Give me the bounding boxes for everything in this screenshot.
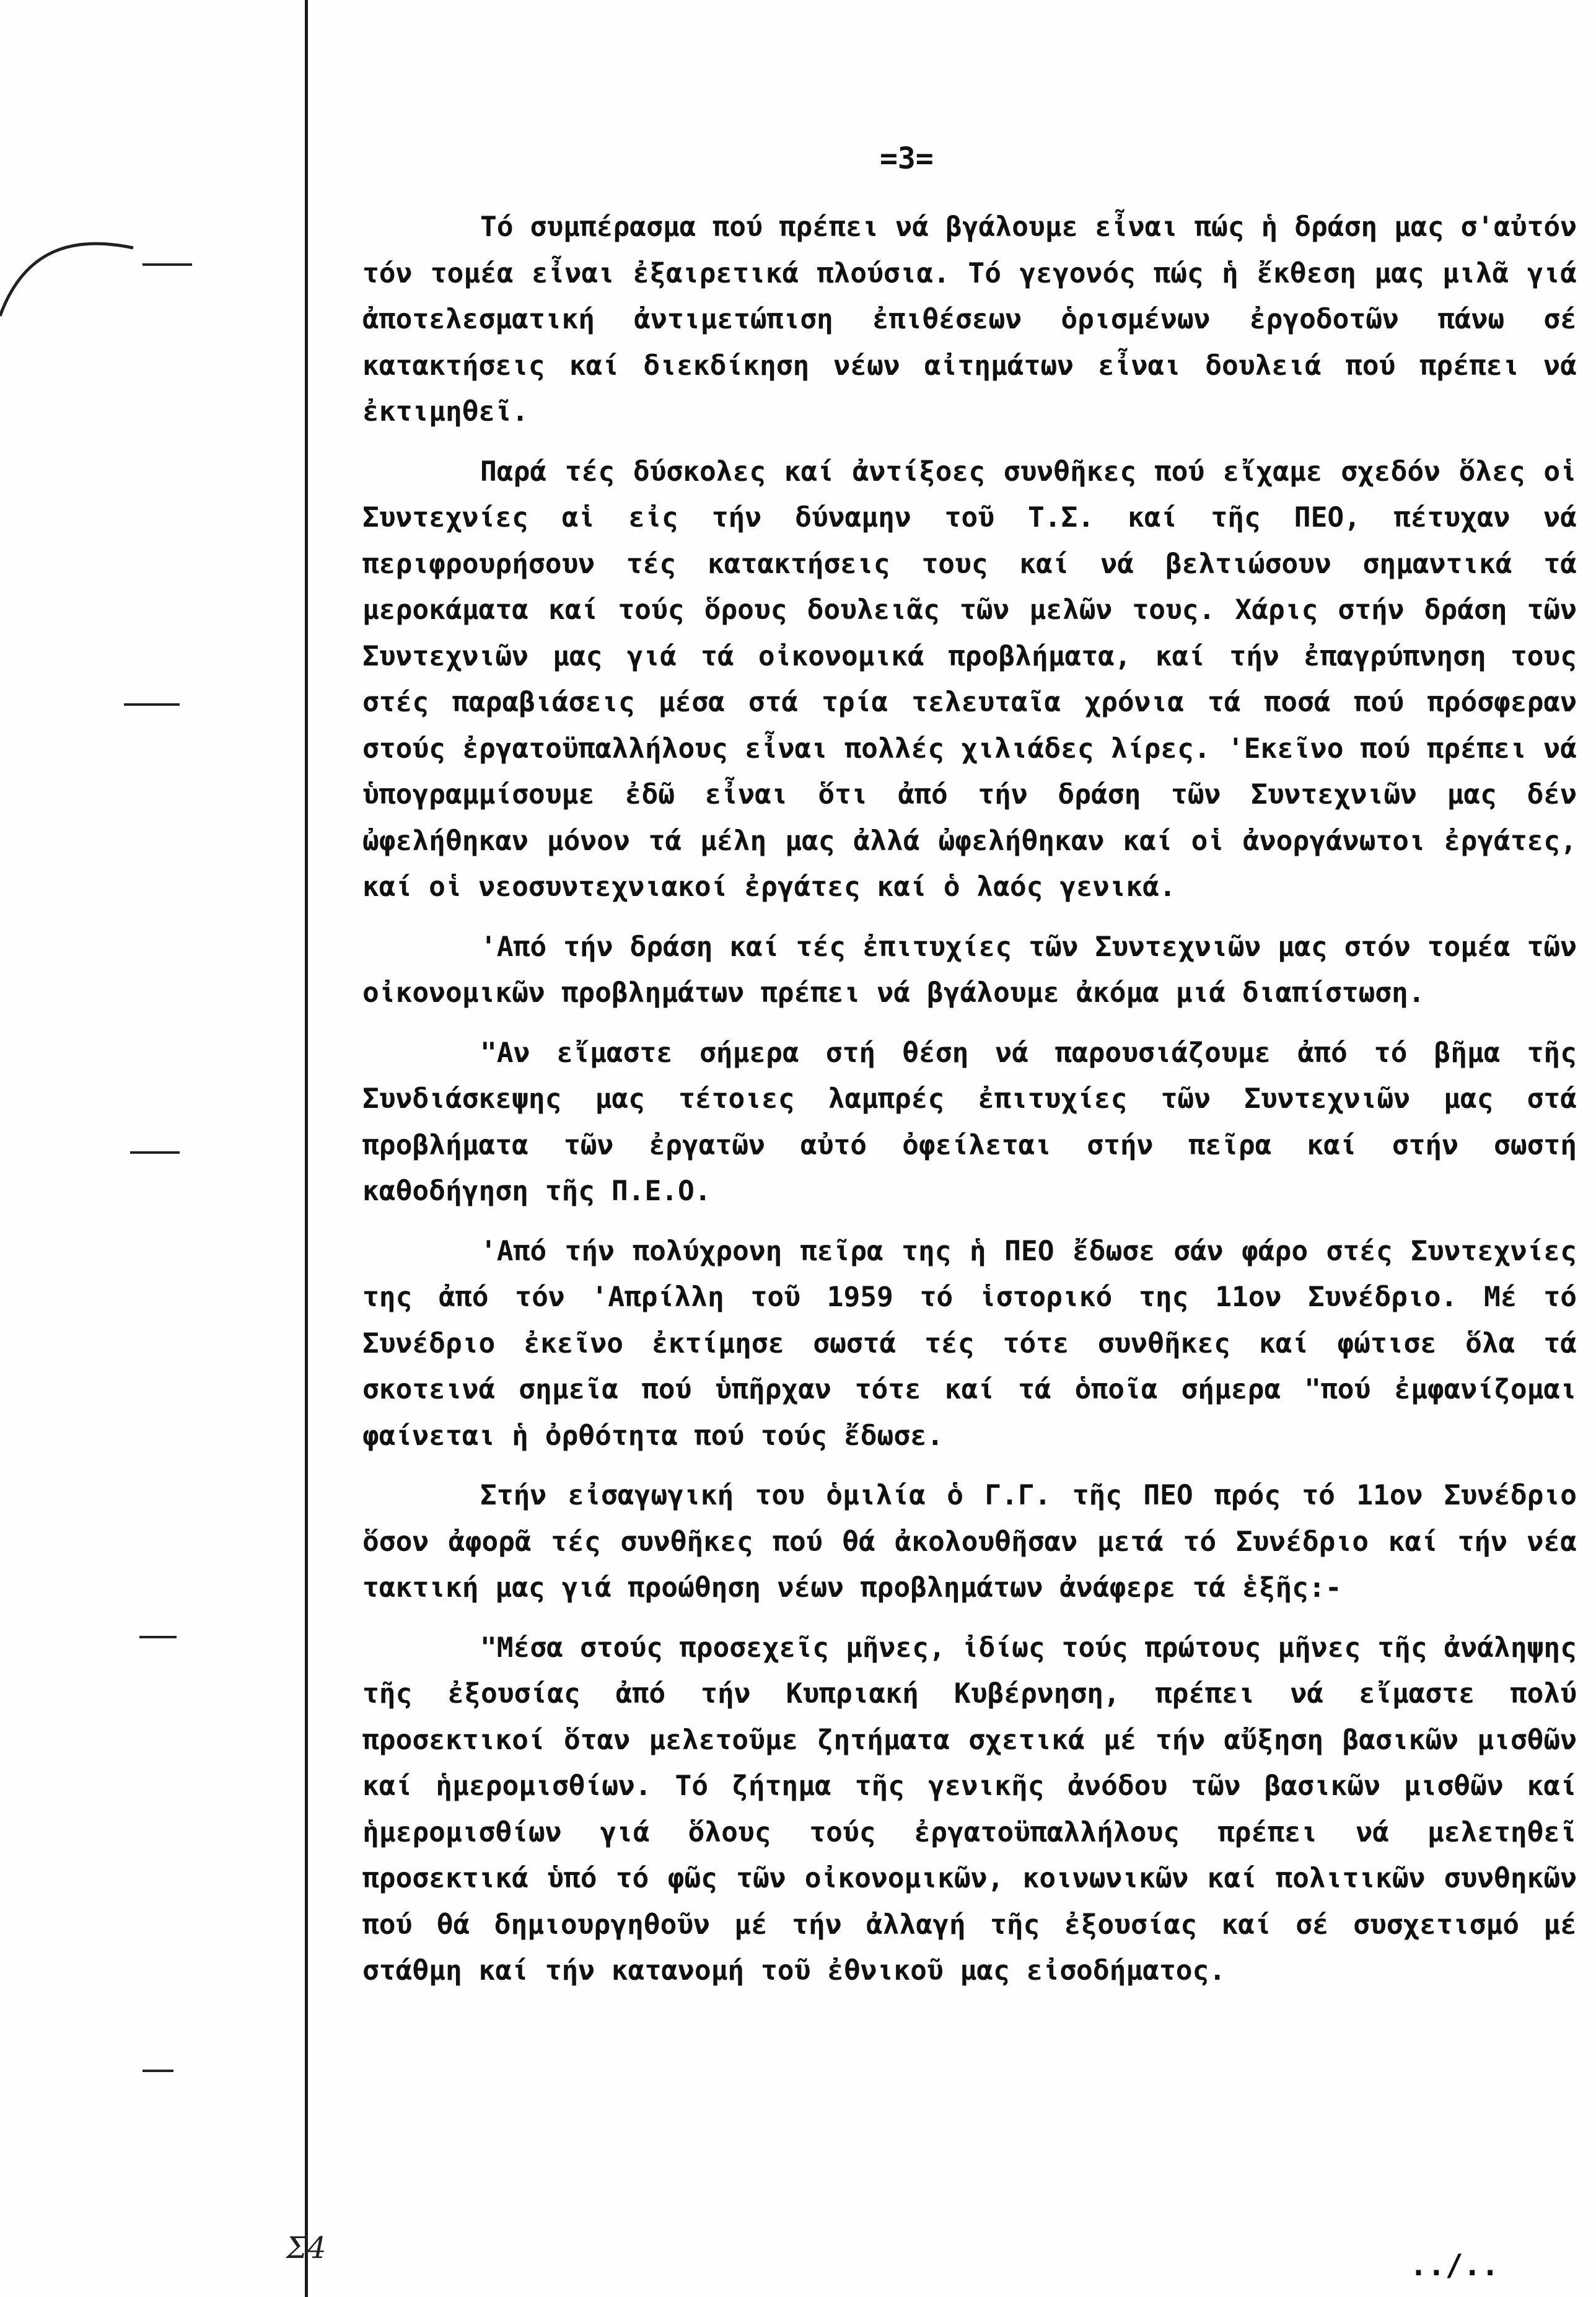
continuation-mark: ../.. xyxy=(1410,2248,1499,2283)
paragraph: 'Από τήν δράση καί τές ἐπιτυχίες τῶν Συντεχνιῶν μας στόν τομέα τῶν οἰκονομικῶν προβλημάτων πρέπει νά βγάλουμε ἀκόμα μιά διαπίστωση. xyxy=(362,931,1577,1009)
margin-tick xyxy=(130,1151,180,1154)
paragraph: "Μέσα στούς προσεχεῖς μῆνες, ἰδίως τούς πρώτους μῆνες τῆς ἀνάληψης τῆς ἐξουσίας ἀπό τήν Κυπριακή Κυβέρνηση, πρέπει νά εἴμαστε πολύ προσεκτικοί ὅταν μελετοῦμε ζητήματα σχετικά μέ τήν αὔξηση βασικῶν μισθῶν καί ἡμερομισθίων. Τό ζήτημα τῆς γενικῆς ἀνόδου τῶν βασικῶν μισθῶν καί ἡμερομισθίων γιά ὅλους τούς ἐργατοϋπαλλήλους πρέπει νά μελετηθεῖ προσεκτικά ὑπό τό φῶς τῶν οἰκονομικῶν, κοινωνικῶν καί πολιτικῶν συνθηκῶν πού θά δημιουργηθοῦν μέ τήν ἀλλαγή τῆς ἐξουσίας καί σέ συσχετισμό μέ στάθμη καί τήν κατανομή τοῦ ἐθνικοῦ μας εἰσοδήματος. xyxy=(362,1632,1577,1987)
paragraph: Στήν εἰσαγωγική του ὁμιλία ὁ Γ.Γ. τῆς ΠΕΟ πρός τό 11ον Συνέδριο ὅσον ἀφορᾶ τές συνθῆκες πού θά ἀκολουθῆσαν μετά τό Συνέδριο καί τήν νέα τακτική μας γιά προώθηση νέων προβλημάτων ἀνάφερε τά ἑξῆς:- xyxy=(362,1480,1577,1604)
margin-tick xyxy=(139,1636,177,1638)
paragraph: "Αν εἴμαστε σήμερα στή θέση νά παρουσιάζουμε ἀπό τό βῆμα τῆς Συνδιάσκεψης μας τέτοιες λαμπρές ἐπιτυχίες τῶν Συντεχνιῶν μας στά προβλήματα τῶν ἐργατῶν αὐτό ὀφείλεται στήν πεῖρα καί στήν σωστή καθοδήγηση τῆς Π.Ε.Ο. xyxy=(362,1037,1577,1207)
handwritten-margin-note: Σ4 xyxy=(286,2231,327,2265)
paragraph: Τό συμπέρασμα πού πρέπει νά βγάλουμε εἶναι πώς ἡ δράση μας σ'αὐτόν τόν τομέα εἶναι ἐξαιρετικά πλούσια. Τό γεγονός πώς ἡ ἔκθεση μας μιλᾶ γιά ἀποτελεσματική ἀντιμετώπιση ἐπιθέσεων ὁρισμένων ἐργοδοτῶν πάνω σέ κατακτήσεις καί διεκδίκηση νέων αἰτημάτων εἶναι δουλειά πού πρέπει νά ἐκτιμηθεῖ. xyxy=(362,211,1577,428)
body-text xyxy=(362,204,1577,2008)
paragraph: 'Από τήν πολύχρονη πεῖρα της ἡ ΠΕΟ ἔδωσε σάν φάρο στές Συντεχνίες της ἀπό τόν 'Απρίλλη τοῦ 1959 τό ἱστορικό της 11ον Συνέδριο. Μέ τό Συνέδριο ἐκεῖνο ἐκτίμησε σωστά τές τότε συνθῆκες καί φώτισε ὅλα τά σκοτεινά σημεῖα πού ὑπῆρχαν τότε καί τά ὁποῖα σήμερα "πού ἐμφανίζομαι φαίνεται ἡ ὀρθότητα πού τούς ἔδωσε. xyxy=(362,1235,1577,1452)
margin-tick xyxy=(142,2070,173,2072)
paragraph: Παρά τές δύσκολες καί ἀντίξοες συνθῆκες πού εἴχαμε σχεδόν ὅλες οἱ Συντεχνίες αἱ εἰς τήν δύναμην τοῦ Τ.Σ. καί τῆς ΠΕΟ, πέτυχαν νά περιφρουρήσουν τές κατακτήσεις τους καί νά βελτιώσουν σημαντικά τά μεροκάματα καί τούς ὅρους δουλειᾶς τῶν μελῶν τους. Χάρις στήν δράση τῶν Συντεχνιῶν μας γιά τά οἰκονομικά προβλήματα, καί τήν ἐπαγρύπνηση τους στές παραβιάσεις μέσα στά τρία τελευταῖα χρόνια τά ποσά πού πρόσφεραν στούς ἐργατοϋπαλλήλους εἶναι πολλές χιλιάδες λίρες. 'Εκεῖνο πού πρέπει νά ὑπογραμμίσουμε ἐδῶ εἶναι ὅτι ἀπό τήν δράση τῶν Συντεχνιῶν μας δέν ὠφελήθηκαν μόνον τά μέλη μας ἀλλά ὠφελήθηκαν καί οἱ ἀνοργάνωτοι ἐργάτες, καί οἱ νεοσυντεχνιακοί ἐργάτες καί ὁ λαός γενικά. xyxy=(362,455,1577,903)
page-number: =3= xyxy=(880,141,934,176)
margin-tick xyxy=(124,703,180,706)
margin-rule xyxy=(305,0,308,2297)
margin-curve-mark xyxy=(0,223,142,335)
margin-tick xyxy=(142,263,192,266)
